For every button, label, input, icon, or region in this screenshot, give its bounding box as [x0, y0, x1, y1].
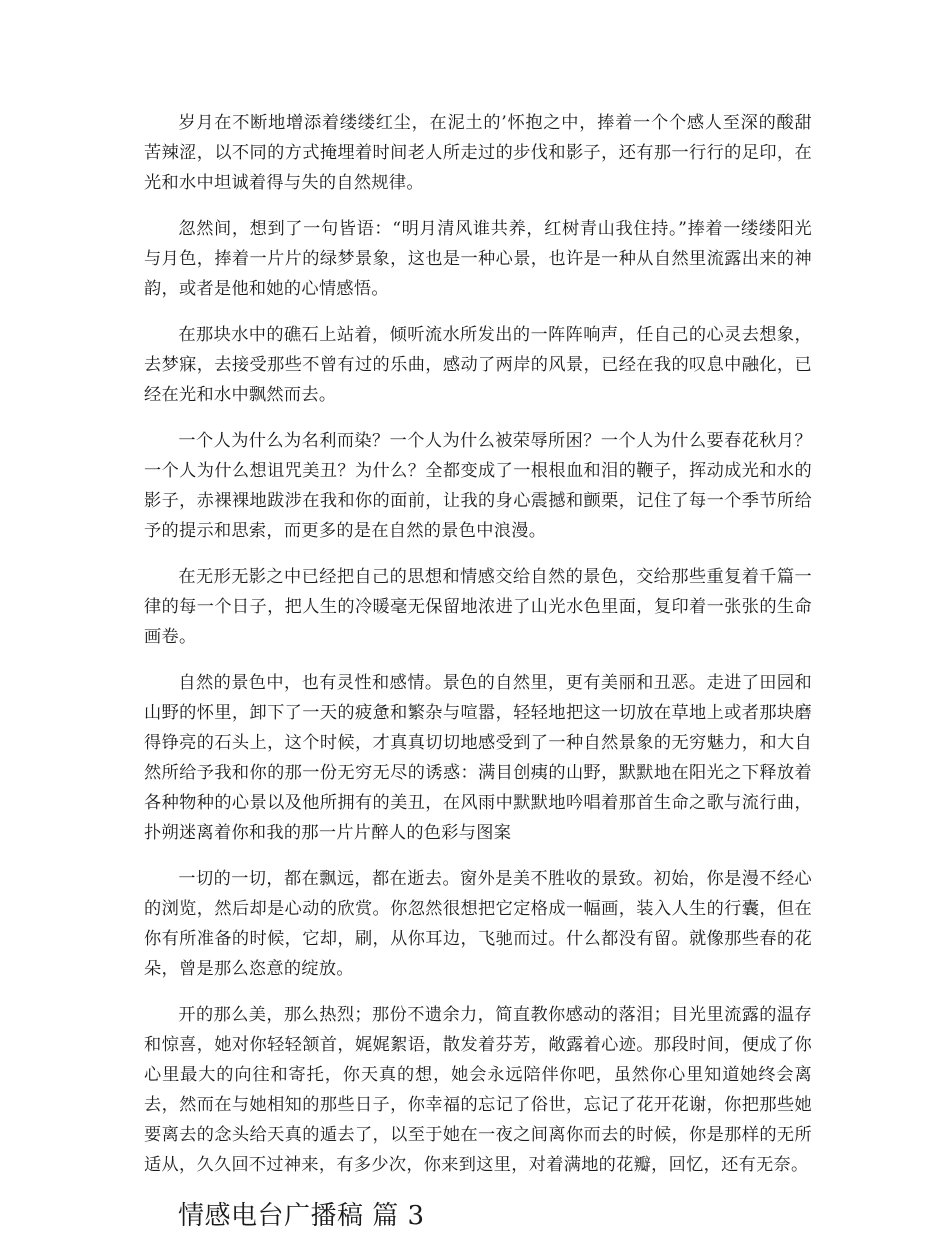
paragraph-3: 在那块水中的礁石上站着，倾听流水所发出的一阵阵响声，任自己的心灵去想象，去梦寐，去接受那些不曾有过的乐曲，感动了两岸的风景，已经在我的叹息中融化，已经在光和水中飘然而去。 — [144, 325, 812, 405]
section-heading: 情感电台广播稿 篇 3 — [178, 1201, 425, 1231]
paragraph-5: 在无形无影之中已经把自己的思想和情感交给自然的景色，交给那些重复着千篇一律的每一个日子，把人生的冷暖毫无保留地浓进了山光水色里面，复印着一张张的生命画卷。 — [144, 567, 812, 647]
paragraph-8: 开的那么美，那么热烈；那份不遗余力，简直教你感动的落泪；目光里流露的温存和惊喜，她对你轻轻颔首，娓娓絮语，散发着芬芳，敞露着心迹。那段时间，便成了你心里最大的向往和寄托，你天真的想，她会永远陪伴你吧，虽然你心里知道她终会离去，然而在与她相知的那些日子，你幸福的忘记了俗世，忘记了花开花谢，你把那些她要离去的念头给天真的遁去了，以至于她在一夜之间离你而去的时候，你是那样的无所适从，久久回不过神来，有多少次，你来到这里，对着满地的花瓣，回忆，还有无奈。 — [144, 1005, 812, 1175]
paragraph-6: 自然的景色中，也有灵性和感情。景色的自然里，更有美丽和丑恶。走进了田园和山野的怀里，卸下了一天的疲惫和繁杂与喧嚣，轻轻地把这一切放在草地上或者那块磨得铮亮的石头上，这个时候，才真真切切地感受到了一种自然景象的无穷魅力，和大自然所给予我和你的那一份无穷无尽的诱惑：满目创痍的山野，默默地在阳光之下释放着各种物种的心景以及他所拥有的美丑，在风雨中默默地吟唱着那首生命之歌与流行曲，扑朔迷离着你和我的那一片片醉人的色彩与图案 — [144, 673, 812, 843]
paragraph-2: 忽然间，想到了一句皆语：“明月清风谁共养，红树青山我住持。”捧着一缕缕阳光与月色，捧着一片片的绿梦景象，这也是一种心景，也许是一种从自然里流露出来的神韵，或者是他和她的心情感悟。 — [144, 219, 812, 299]
paragraph-4: 一个人为什么为名利而染？一个人为什么被荣辱所困？一个人为什么要春花秋月？一个人为什么想诅咒美丑？为什么？全都变成了一根根血和泪的鞭子，挥动成光和水的影子，赤裸裸地跋涉在我和你的面前，让我的身心震撼和颤栗，记住了每一个季节所给予的提示和思索，而更多的是在自然的景色中浪漫。 — [144, 431, 812, 541]
paragraph-1: 岁月在不断地增添着缕缕红尘，在泥土的’怀抱之中，捧着一个个感人至深的酸甜苦辣涩，以不同的方式掩埋着时间老人所走过的步伐和影子，还有那一行行的足印，在光和水中坦诚着得与失的自然规律。 — [144, 113, 812, 193]
paragraph-7: 一切的一切，都在飘远，都在逝去。窗外是美不胜收的景致。初始，你是漫不经心的浏览，然后却是心动的欣赏。你忽然很想把它定格成一幅画，装入人生的行囊，但在你有所准备的时候，它却，刷，从你耳边，飞驰而过。什么都没有留。就像那些春的花朵，曾是那么恣意的绽放。 — [144, 869, 812, 979]
document-page — [144, 108, 812, 1236]
